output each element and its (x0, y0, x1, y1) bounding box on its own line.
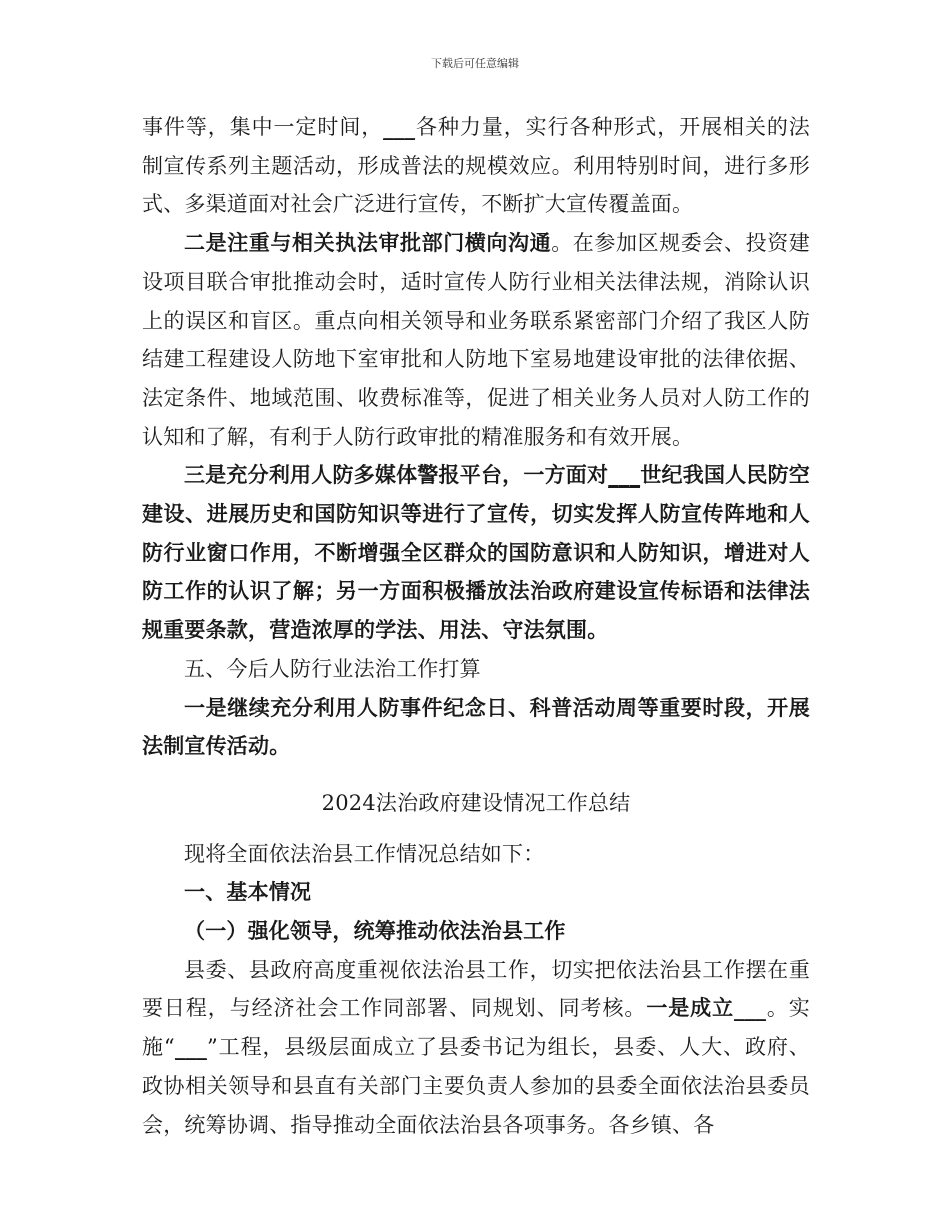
document-body (142, 108, 810, 1144)
paragraph-3 (142, 456, 810, 650)
paragraph-1-text-b: 各种力量，实行各种形式，开展相关的法制宣传系列主题活动，形成普法的规模效应。利用特别时间，进行多形式、多渠道面对社会广泛进行宣传，不断扩大宣传覆盖面。 (142, 115, 810, 217)
paragraph-5-text-a: 县委、县政府高度重视依法治县工作，切实把依法治县工作摆在重要日程，与经济社会工作同部署、同规划、同考核。 (142, 957, 810, 1021)
paragraph-5 (142, 951, 810, 1145)
paragraph-5-bold: 一是成立 (646, 995, 735, 1021)
fill-blank: ___ (608, 462, 641, 488)
section-heading-1: 一、基本情况 (184, 879, 312, 905)
paragraph-1-text-a: 事件等，集中一定时间， (142, 115, 384, 139)
fill-blank: ___ (734, 996, 767, 1021)
paragraph-1 (142, 108, 810, 224)
section-heading-5: 五、今后人防行业法治工作打算 (184, 656, 481, 681)
paragraph-5-text-c: ”工程，县级层面成立了县委书记为组长，县委、人大、政府、政协相关领导和县直有关部门主要负责人参加的县委全面依法治县委员会，统筹协调、指导推动全面依法治县各项事务。各乡镇、各 (142, 1035, 810, 1137)
paragraph-4: 一是继续充分利用人防事件纪念日、科普活动周等重要时段，开展法制宣传活动。 (142, 694, 810, 759)
fill-blank: ___ (174, 1035, 207, 1060)
paragraph-3-text-a: 三是充分利用人防多媒体警报平台，一方面对 (184, 462, 609, 488)
paragraph-2-lead: 二是注重与相关执法审批部门横向沟通 (184, 230, 552, 256)
paragraph-3-text-b: 世纪我国人民防空建设、进展历史和国防知识等进行了宣传，切实发挥人防宣传阵地和人防行业窗口作用，不断增强全区群众的国防意识和人防知识，增进对人防工作的认识了解；另一方面积极播放法治政府建设宣传标语和法律法规重要条款，营造浓厚的学法、用法、守法氛围。 (142, 462, 810, 643)
intro-paragraph: 现将全面依法治县工作情况总结如下： (184, 841, 545, 866)
page-header: 下载后可任意编辑 (431, 57, 519, 70)
paragraph-5-text-b: 。实施“ (142, 996, 810, 1060)
document-title: 2024法治政府建设情况工作总结 (321, 790, 631, 815)
fill-blank: ___ (383, 115, 416, 139)
subsection-heading-1: （一）强化领导，统筹推动依法治县工作 (184, 918, 566, 944)
paragraph-2 (142, 224, 810, 456)
paragraph-2-rest: 。在参加区规委会、投资建设项目联合审批推动会时，适时宣传人防行业相关法律法规，消除认识上的误区和盲区。重点向相关领导和业务联系紧密部门介绍了我区人防结建工程建设人防地下室审批和人防地下室易地建设审批的法律依据、法定条件、地域范围、收费标准等，促进了相关业务人员对人防工作的认知和了解，有利于人防行政审批的精准服务和有效开展。 (142, 231, 810, 449)
